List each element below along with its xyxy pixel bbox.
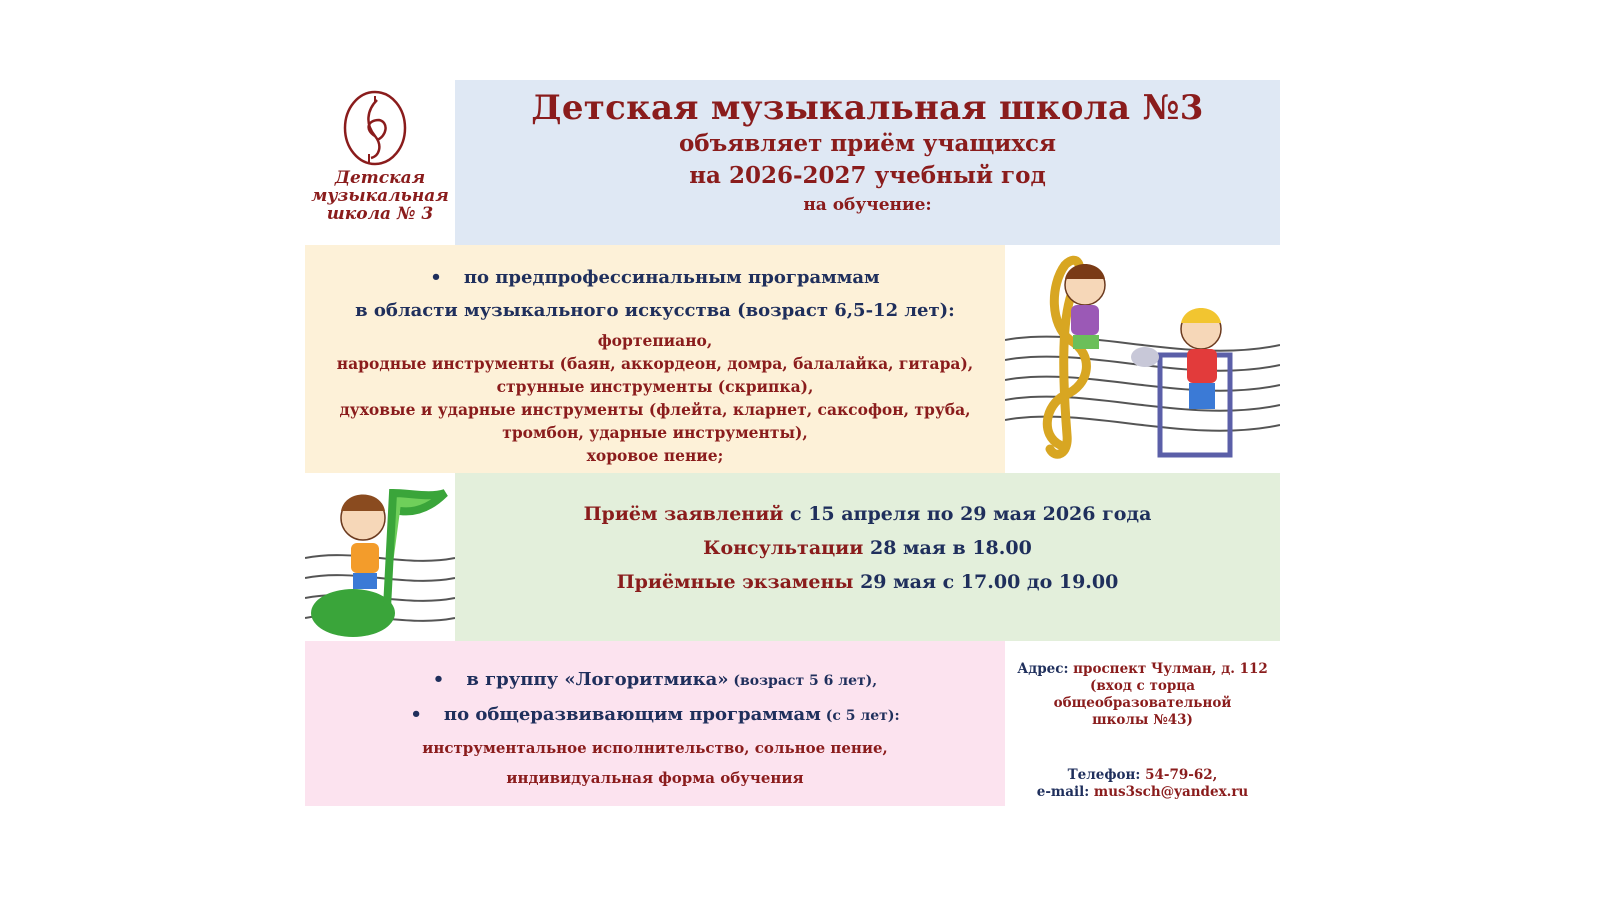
header-subtitle-1: объявляет приём учащихся	[678, 130, 1057, 157]
phone-line	[1005, 767, 1280, 784]
bullet-icon: •	[430, 267, 442, 288]
bullet-icon: •	[410, 704, 422, 725]
address-note-1: (вход с торца общеобразовательной	[1053, 678, 1232, 711]
address-label: Адрес:	[1017, 661, 1069, 677]
consultations-line	[455, 531, 1280, 565]
bullet-icon: •	[432, 669, 445, 690]
logorhythmics-line	[305, 663, 1005, 698]
header-block	[455, 80, 1280, 245]
school-logo	[305, 80, 455, 245]
general-programs-label: по общеразвивающим программам	[443, 704, 821, 725]
list-item: народные инструменты (баян, аккордеон, домра, балалайка, гитара),	[336, 354, 974, 373]
logorhythmics-age: (возраст 5 6 лет),	[728, 673, 878, 689]
boy-music-note-icon	[305, 473, 455, 641]
logorhythmics-label: в группу «Логоритмика»	[466, 669, 729, 690]
page-title: Детская музыкальная школа №3	[531, 88, 1204, 128]
general-programs-age: (с 5 лет):	[820, 708, 900, 724]
logo-text-line2: музыкальная	[311, 186, 449, 206]
list-item: тромбон, ударные инструменты),	[502, 423, 808, 442]
general-list-item-2: индивидуальная форма обучения	[506, 769, 804, 787]
phone-label: Телефон:	[1067, 767, 1141, 783]
email-line[interactable]	[1005, 784, 1280, 801]
instrument-list	[305, 329, 1005, 467]
programs-line1: по предпрофессинальным программам	[463, 267, 880, 288]
email-label: e-mail:	[1036, 784, 1090, 800]
list-item: струнные инструменты (скрипка),	[496, 377, 814, 396]
general-programs-line	[305, 698, 1005, 733]
admission-dates-block	[455, 473, 1280, 641]
list-item: духовые и ударные инструменты (флейта, кларнет, саксофон, труба,	[339, 400, 971, 419]
treble-clef-emblem-icon	[305, 80, 455, 168]
logo-text-line1: Детская	[334, 168, 426, 188]
general-programs-block	[305, 641, 1005, 806]
phone-value: 54-79-62,	[1140, 767, 1218, 783]
consultations-value: 28 мая в 18.00	[863, 537, 1032, 559]
boy-on-note-illustration	[305, 473, 455, 641]
applications-line	[455, 497, 1280, 531]
programs-line2: в области музыкального искусства (возраст 6,5-12 лет):	[355, 300, 955, 321]
exams-line	[455, 565, 1280, 599]
list-item: фортепиано,	[597, 331, 713, 350]
consultations-label: Консультации	[703, 537, 864, 559]
email-link[interactable]: mus3sch@yandex.ru	[1089, 784, 1249, 800]
preprofessional-programs-block	[305, 245, 1005, 473]
list-item: хоровое пение;	[586, 446, 724, 465]
address-value: проспект Чулман, д. 112	[1068, 661, 1268, 677]
address-note-2: школы №43)	[1092, 712, 1193, 728]
programs-heading	[305, 267, 1005, 288]
header-subtitle-2: на 2026-2027 учебный год	[689, 162, 1046, 189]
general-list-item-1: инструментальное исполнительство, сольное пение,	[422, 739, 888, 757]
kids-on-staff-illustration	[1005, 245, 1280, 473]
header-subtitle-3: на обучение:	[803, 195, 932, 215]
address-line	[1005, 661, 1280, 678]
exams-value: 29 мая с 17.00 до 19.00	[853, 571, 1119, 593]
contacts-block	[1005, 641, 1280, 806]
applications-label: Приём заявлений	[583, 503, 784, 525]
exams-label: Приёмные экзамены	[616, 571, 854, 593]
applications-value: с 15 апреля по 29 мая 2026 года	[783, 503, 1152, 525]
music-kids-illustration-icon	[1005, 245, 1280, 473]
admission-poster	[305, 80, 1280, 810]
logo-text-line3: школа № 3	[326, 204, 434, 224]
